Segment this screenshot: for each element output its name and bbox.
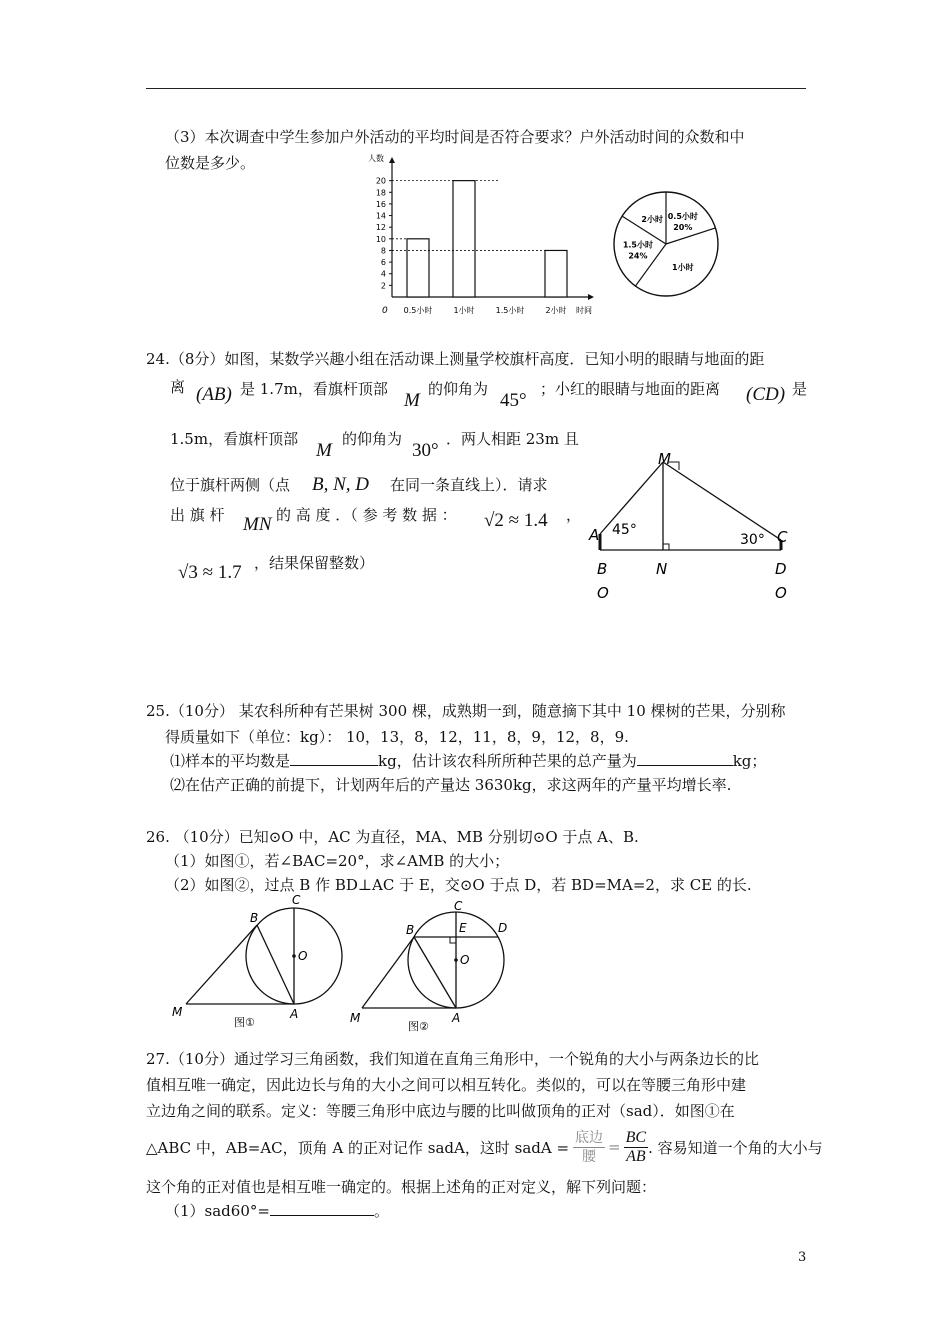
q27-text: . 容易知道一个角的大小与 [648,1138,823,1157]
y-tick-label: 12 [375,223,386,233]
label-C: C [454,899,463,913]
q25-line3 [170,750,766,772]
q27-line2: 值相互唯一确定，因此边长与角的大小之间可以相互转化。类似的，可以在等腰三角形中建 [146,1076,747,1094]
math-sqrt3: √3 ≈ 1.7 [178,562,242,583]
y-tick-label: 18 [375,188,386,198]
figure-caption: 图② [408,1020,429,1033]
label-B: B [406,923,415,937]
y-tick-label: 6 [380,258,386,268]
bar [407,239,429,297]
q25-line4: ⑵在估产正确的前提下，计划两年后的产量达 3630kg，求这两年的产量平均增长率. [170,776,732,794]
q27-line6 [165,1200,389,1222]
y-axis-arrow [389,157,395,163]
label-A: A [589,526,600,544]
math-45deg: 45° [500,390,527,411]
q25-text: kg； [732,752,767,770]
q24-text: 的仰角为 [342,430,403,448]
label-B: B [597,560,608,578]
fraction-denominator: 腰 [582,1148,597,1165]
label-A: A [452,1011,461,1025]
q24-text: ；小红的眼睛与地面的距离 [540,380,721,398]
pie-slice-label: 0.5小时 [667,211,698,221]
label-M: M [350,1011,361,1025]
y-tick-label: 8 [380,246,386,256]
q26-line2: （1）如图①，若∠BAC=20°，求∠AMB 的大小； [165,852,510,870]
label-D: D [498,921,508,935]
q24-text: 是 [792,380,808,398]
math-M: M [316,440,332,461]
y-tick-label: 4 [380,269,386,279]
q24-text: 离 [170,378,186,396]
bar [453,181,475,297]
label-C: C [777,528,788,546]
label-D: D [775,560,787,578]
y-tick-label: 10 [375,234,386,244]
page-number: 3 [798,1250,807,1265]
q24-line1: 24.（8分）如图，某数学兴趣小组在活动课上测量学校旗杆高度．已知小明的眼睛与地面的距 [146,350,765,368]
q24-text: 1.5m，看旗杆顶部 [170,430,299,448]
q27-line3: 立边角之间的联系。定义：等腰三角形中底边与腰的比叫做顶角的正对（sad）．如图①在 [146,1102,735,1120]
math-sqrt2: √2 ≈ 1.4 [484,510,548,531]
y-tick-label: 14 [375,211,386,221]
x-axis-label: 时间 [576,306,592,315]
fraction-base-over-leg [573,1129,605,1166]
x-tick-label: 1小时 [453,306,475,315]
q23-3-line1: （3）本次调查中学生参加户外活动的平均时间是否符合要求？户外活动时间的众数和中 [165,128,745,146]
pie-slice-percent: 24% [628,251,648,261]
x-tick-label: 0.5小时 [403,306,433,315]
label-O1: O [597,584,609,602]
q24-text: ．两人相距 23m 且 [446,430,579,448]
math-BND: B, N, D [312,474,369,495]
q25-line2: 得质量如下（单位：kg）： 10，13，8，12，11，8，9，12，8，9. [165,728,629,746]
q25-text: kg，估计该农科所所种芒果的总产量为 [378,752,637,770]
q24-text: 在同一条直线上）．请求 [390,476,548,494]
math-AB: (AB) [196,384,232,405]
q24-text: 位于旗杆两侧（点 [170,476,291,494]
q26-line1: 26. （10分）已知⊙O 中，AC 为直径，MA、MB 分别切⊙O 于点 A、B. [146,828,639,846]
pie-slice-label: 2小时 [641,214,664,224]
y-tick-label: 20 [375,176,386,186]
x-axis-arrow [588,294,594,300]
q24-text: 是 1.7m，看旗杆顶部 [240,380,388,398]
label-O2: O [775,584,787,602]
equals-sign: = [608,1138,621,1156]
answer-blank[interactable] [270,1201,374,1216]
label-O: O [298,949,308,963]
math-M: M [404,390,420,411]
q27-text: △ABC 中，AB=AC，顶角 A 的正对记作 sadA，这时 sadA = [146,1138,570,1157]
q27-line4 [146,1124,823,1170]
bar [545,250,567,297]
circle-figure-1 [166,892,346,1032]
q27-line1: 27.（10分）通过学习三角函数，我们知道在直角三角形中，一个锐角的大小与两条边长的比 [146,1050,759,1068]
q27-text: 。 [373,1202,389,1220]
answer-blank[interactable] [290,751,378,766]
q26-line3: （2）如图②，过点 B 作 BD⊥AC 于 E，交⊙O 于点 D，若 BD=MA=2，求 CE 的长. [165,876,752,894]
math-CD: (CD) [746,384,786,405]
bar-chart [360,150,605,320]
label-B: B [250,911,259,925]
q24-text: ，结果保留整数） [254,554,375,572]
fraction-numerator: BC [625,1128,647,1146]
pie-slice-label: 1小时 [672,263,694,273]
label-C: C [292,893,301,907]
q27-line5: 这个角的正对值也是相互唯一确定的。根据上述角的正对定义，解下列问题： [146,1178,657,1196]
q24-text: 出 旗 杆 [170,506,225,524]
angle-45: 45° [612,522,637,538]
answer-blank[interactable] [637,751,733,766]
figure-caption: 图① [234,1016,255,1029]
q24-text: 的 高 度 ．（ 参 考 数 据 ： [276,506,457,524]
math-MN: MN [243,514,272,535]
circle-figure-2 [346,898,526,1038]
label-O: O [460,953,470,967]
y-tick-label: 2 [380,281,386,291]
header-rule [146,88,806,89]
x-tick-label: 1.5小时 [495,306,525,315]
q24-line2 [170,376,185,397]
q23-3-line2: 位数是多少。 [165,154,256,172]
pie-chart [606,190,726,300]
label-M: M [658,450,671,468]
origin-label: 0 [382,306,388,316]
fraction-denominator: AB [626,1147,646,1165]
flagpole-figure [582,448,802,608]
x-tick-label: 2小时 [545,306,567,315]
label-E: E [459,921,467,935]
label-M: M [172,1005,183,1019]
label-A: A [290,1007,299,1021]
q24-text: 的仰角为 [428,380,489,398]
pie-slice-label: 1.5小时 [622,240,653,250]
q25-text: ⑴样本的平均数是 [170,752,291,770]
fraction-numerator: 底边 [575,1129,604,1146]
fraction-BC-over-AB [624,1129,648,1166]
q25-line1: 25.（10分） 某农科所种有芒果树 300 棵，成熟期一到，随意摘下其中 10 棵树的芒果，分别称 [146,702,786,720]
y-tick-label: 16 [375,199,386,209]
math-30deg: 30° [412,440,439,461]
angle-30: 30° [740,532,765,548]
pie-slice-percent: 20% [673,222,693,232]
y-axis-label: 人数 [368,154,384,163]
q27-text: （1）sad60°= [165,1202,270,1220]
q24-text: ， [566,506,582,524]
label-N: N [656,560,668,578]
